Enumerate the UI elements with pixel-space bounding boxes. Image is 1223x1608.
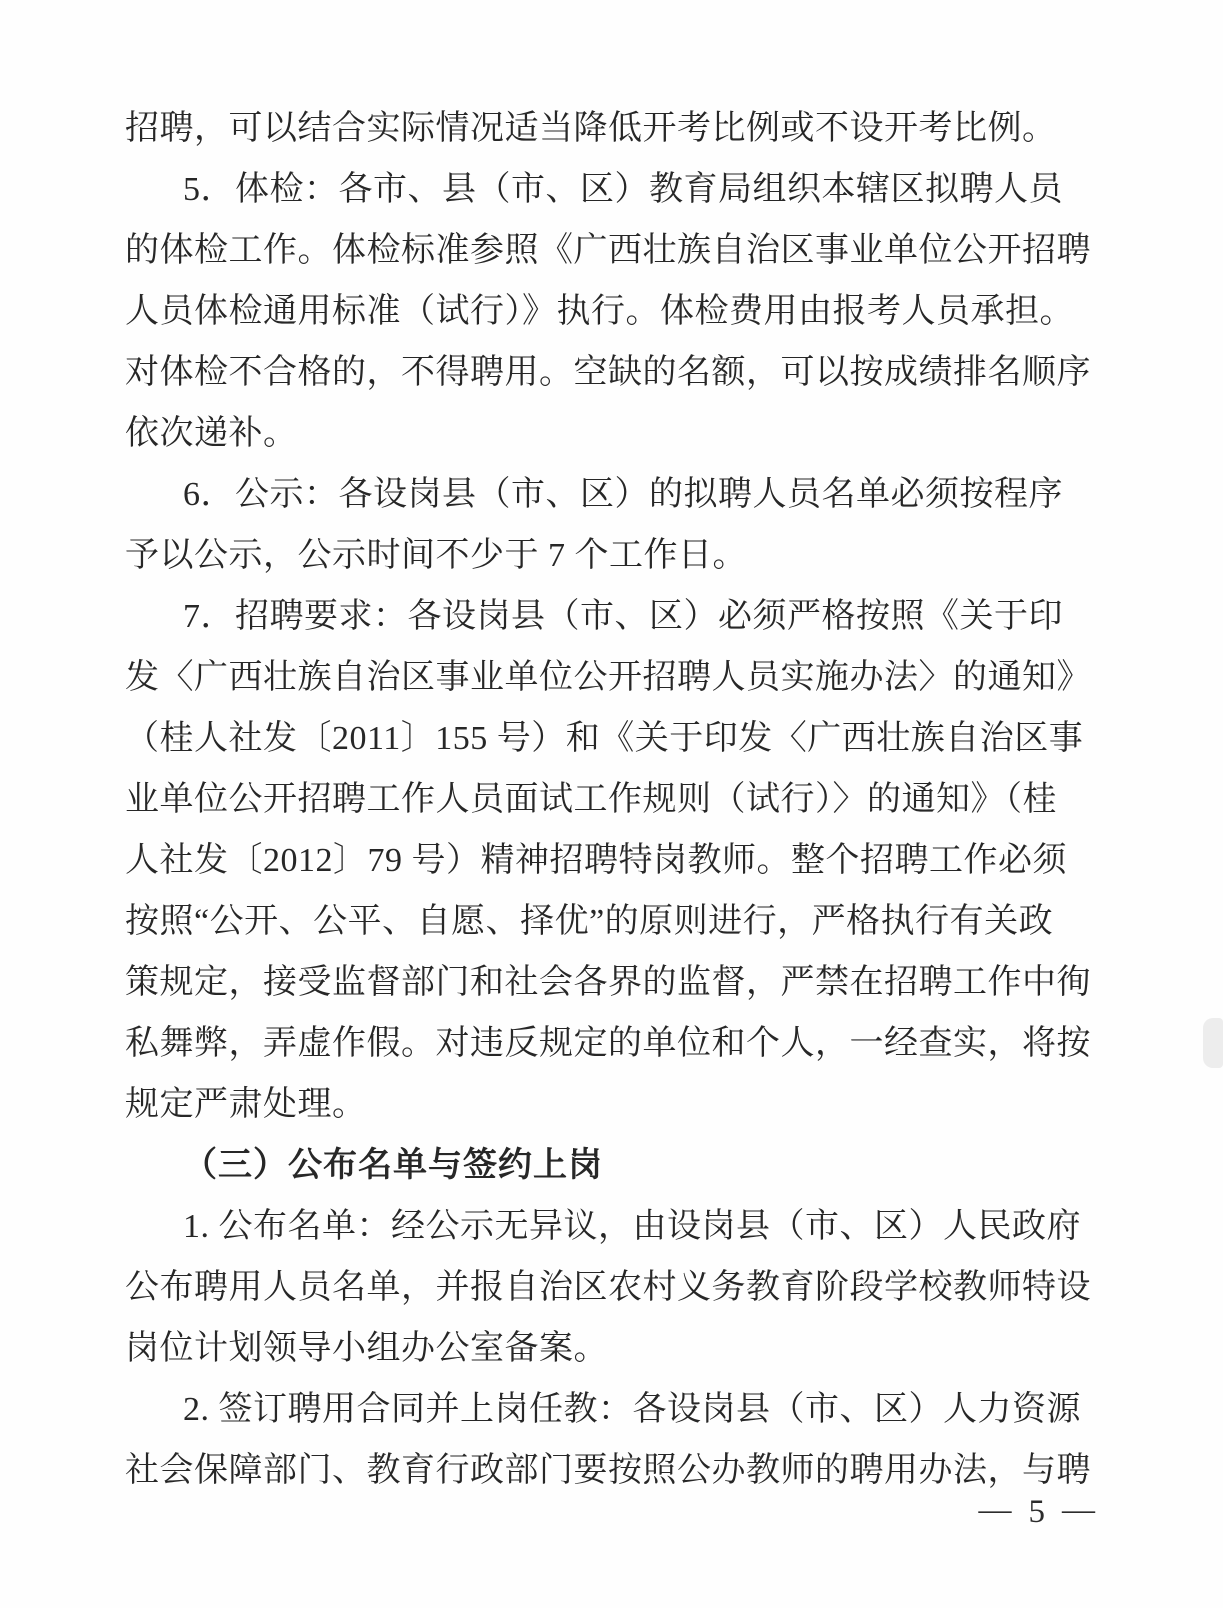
text-line: 发〈广西壮族自治区事业单位公开招聘人员实施办法〉的通知》 <box>125 659 1091 696</box>
text-line: 业单位公开招聘工作人员面试工作规则（试行）〉的通知》（桂 <box>125 781 1057 818</box>
scrollbar-thumb[interactable] <box>1203 1018 1223 1068</box>
text-line: 6．公示：各设岗县（市、区）的拟聘人员名单必须按程序 <box>183 476 1063 513</box>
text-line: 人员体检通用标准（试行）》执行。体检费用由报考人员承担。 <box>125 293 1074 330</box>
document-body <box>125 98 1093 1501</box>
text-line: 予以公示，公示时间不少于 7 个工作日。 <box>125 537 747 574</box>
text-line: 的体检工作。体检标准参照《广西壮族自治区事业单位公开招聘 <box>125 232 1091 269</box>
text-line: 招聘，可以结合实际情况适当降低开考比例或不设开考比例。 <box>125 110 1057 147</box>
text-line: （三）公布名单与签约上岗 <box>183 1147 603 1184</box>
text-line: 私舞弊，弄虚作假。对违反规定的单位和个人，一经查实，将按 <box>125 1025 1091 1062</box>
text-line: 依次递补。 <box>125 415 298 452</box>
text-line: 按照“公开、公平、自愿、择优”的原则进行，严格执行有关政 <box>125 903 1054 940</box>
text-line: 1. 公布名单：经公示无异议，由设岗县（市、区）人民政府 <box>183 1208 1081 1245</box>
paragraph <box>125 1379 1093 1501</box>
paragraph <box>125 98 1093 159</box>
text-line: 公布聘用人员名单，并报自治区农村义务教育阶段学校教师特设 <box>125 1269 1091 1306</box>
paragraph <box>125 586 1093 1135</box>
page-number <box>979 1492 1096 1532</box>
paragraph <box>125 159 1093 464</box>
text-line: 对体检不合格的，不得聘用。空缺的名额，可以按成绩排名顺序 <box>125 354 1091 391</box>
page-number-value: 5 <box>1028 1494 1045 1530</box>
section-heading <box>125 1135 1093 1196</box>
text-line: 策规定，接受监督部门和社会各界的监督，严禁在招聘工作中徇 <box>125 964 1091 1001</box>
text-line: 2. 签订聘用合同并上岗任教：各设岗县（市、区）人力资源 <box>183 1391 1081 1428</box>
page-number-dash-left: — <box>978 1492 1012 1528</box>
text-line: （桂人社发〔2011〕155 号）和《关于印发〈广西壮族自治区事 <box>125 720 1084 757</box>
text-line: 规定严肃处理。 <box>125 1086 367 1123</box>
text-line: 人社发〔2012〕79 号）精神招聘特岗教师。整个招聘工作必须 <box>125 842 1067 879</box>
page-number-dash-right: — <box>1062 1492 1095 1528</box>
paragraph <box>125 464 1093 586</box>
text-line: 7．招聘要求：各设岗县（市、区）必须严格按照《关于印 <box>183 598 1063 635</box>
text-line: 5．体检：各市、县（市、区）教育局组织本辖区拟聘人员 <box>183 171 1063 208</box>
text-line: 社会保障部门、教育行政部门要按照公办教师的聘用办法，与聘 <box>125 1452 1091 1489</box>
text-line: 岗位计划领导小组办公室备案。 <box>125 1330 608 1367</box>
paragraph <box>125 1196 1093 1379</box>
